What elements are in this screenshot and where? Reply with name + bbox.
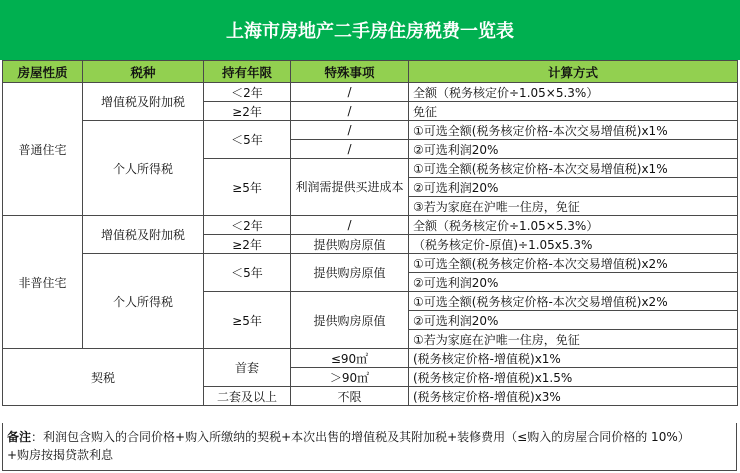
- tax-type-vat: 增值税及附加税: [83, 216, 204, 254]
- calc-method: (税务核定价格-增值税)x3%: [409, 387, 738, 406]
- special-item: 不限: [291, 387, 409, 406]
- note-line-2: +购房按揭贷款利息: [7, 448, 114, 462]
- holding-period: 首套: [204, 349, 291, 387]
- calc-method: ②可选利润20%: [409, 178, 738, 197]
- special-item: /: [291, 216, 409, 235]
- holding-period: ≥5年: [204, 159, 291, 216]
- calc-method: ①可选全额(税务核定价格-本次交易增值税)x2%: [409, 292, 738, 311]
- property-type-ordinary: 普通住宅: [3, 83, 83, 216]
- special-item: 利润需提供买进成本: [291, 159, 409, 216]
- calc-method: (税务核定价格-增值税)x1%: [409, 349, 738, 368]
- special-item: /: [291, 83, 409, 102]
- table-row: [3, 83, 738, 102]
- special-item: /: [291, 102, 409, 121]
- holding-period: ≥5年: [204, 292, 291, 349]
- calc-method: （税务核定价-原值)÷1.05x5.3%: [409, 235, 738, 254]
- header-holding-period: 持有年限: [204, 61, 291, 83]
- note-box: [2, 423, 737, 471]
- note-text: ：利润包含购入的合同价格+购入所缴纳的契税+本次出售的增值税及其附加税+装修费用（≤购入的房屋合同价格的 10%）: [31, 430, 690, 444]
- header-special-item: 特殊事项: [291, 61, 409, 83]
- header-method: 计算方式: [409, 61, 738, 83]
- special-item: /: [291, 140, 409, 159]
- table-row: [3, 349, 738, 368]
- holding-period: ＜5年: [204, 254, 291, 292]
- holding-period: ≥2年: [204, 235, 291, 254]
- calc-method: (税务核定价格-增值税)x1.5%: [409, 368, 738, 387]
- tax-type-income: 个人所得税: [83, 254, 204, 349]
- note-line-1: [7, 428, 732, 446]
- tax-type-deed: 契税: [3, 349, 204, 406]
- holding-period: 二套及以上: [204, 387, 291, 406]
- calc-method: ②可选利润20%: [409, 273, 738, 292]
- table-row: [3, 216, 738, 235]
- special-item: 提供购房原值: [291, 235, 409, 254]
- header-property-type: 房屋性质: [3, 61, 83, 83]
- holding-period: ＜2年: [204, 216, 291, 235]
- tax-type-vat: 增值税及附加税: [83, 83, 204, 121]
- calc-method: ①可选全额(税务核定价格-本次交易增值税)x1%: [409, 121, 738, 140]
- special-item: 提供购房原值: [291, 254, 409, 292]
- calc-method: 全额（税务核定价÷1.05×5.3%）: [409, 83, 738, 102]
- page-title: 上海市房地产二手房住房税费一览表: [226, 21, 514, 42]
- special-item: ≤90㎡: [291, 349, 409, 368]
- property-type-nonordinary: 非普住宅: [3, 216, 83, 349]
- calc-method: ②可选利润20%: [409, 140, 738, 159]
- header-row: [3, 61, 738, 83]
- note-label: 备注: [7, 430, 32, 444]
- special-item: ＞90㎡: [291, 368, 409, 387]
- calc-method: ①可选全额(税务核定价格-本次交易增值税)x2%: [409, 254, 738, 273]
- tax-type-income: 个人所得税: [83, 121, 204, 216]
- fee-table: [2, 60, 738, 406]
- special-item: 提供购房原值: [291, 292, 409, 349]
- title-bar: [0, 0, 740, 60]
- calc-method: 全额（税务核定价÷1.05×5.3%）: [409, 216, 738, 235]
- calc-method: ②可选利润20%: [409, 311, 738, 330]
- table-row: [3, 121, 738, 140]
- special-item: /: [291, 121, 409, 140]
- holding-period: ≥2年: [204, 102, 291, 121]
- holding-period: ＜5年: [204, 121, 291, 159]
- table-row: [3, 254, 738, 273]
- calc-method: ①若为家庭在沪唯一住房，免征: [409, 330, 738, 349]
- holding-period: ＜2年: [204, 83, 291, 102]
- calc-method: ①可选全额(税务核定价格-本次交易增值税)x1%: [409, 159, 738, 178]
- header-tax-type: 税种: [83, 61, 204, 83]
- calc-method: 免征: [409, 102, 738, 121]
- calc-method: ③若为家庭在沪唯一住房，免征: [409, 197, 738, 216]
